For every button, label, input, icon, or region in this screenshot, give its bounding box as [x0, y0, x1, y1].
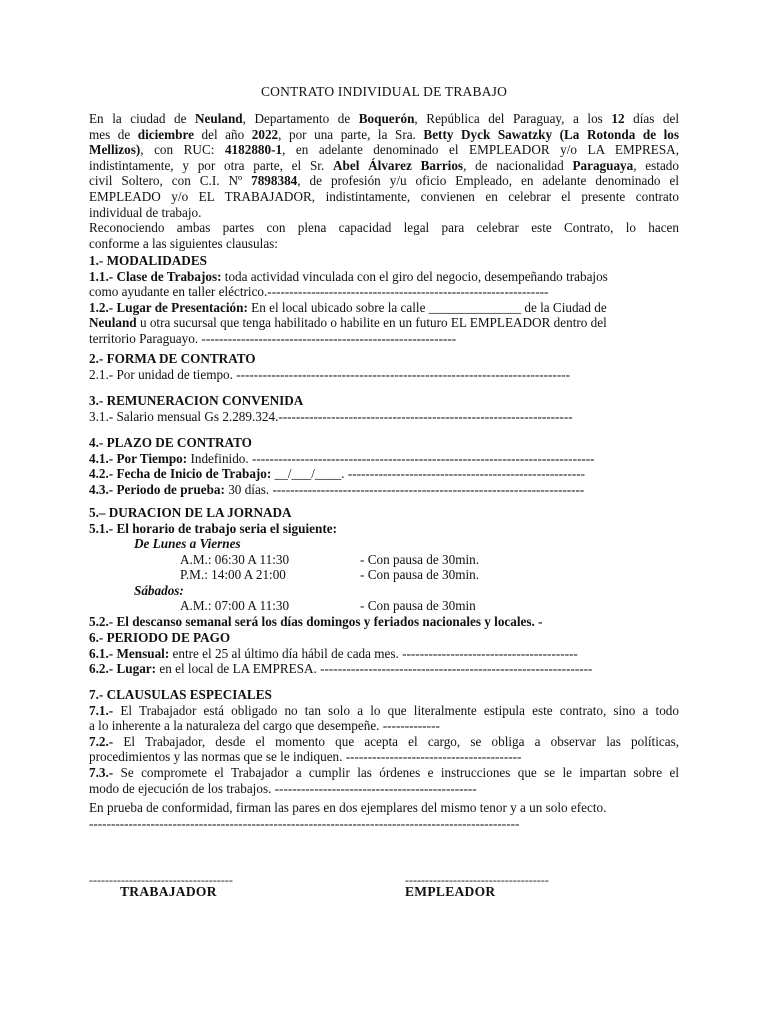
intro-line-8: Reconociendo ambas partes con plena capacidad legal para celebrar este Contrato, lo hacen	[89, 220, 679, 236]
section-heading: 1.- MODALIDADES	[89, 253, 207, 268]
section-heading: 7.- CLAUSULAS ESPECIALES	[89, 687, 272, 702]
closing-line: En prueba de conformidad, firman las pares en dos ejemplares del mismo tenor y a un solo efecto.	[89, 800, 607, 815]
clause-7-1: 7.1.- El Trabajador está obligado no tan solo a lo que literalmente estipula este contrato, sino a todo	[89, 702, 679, 718]
section-clausulas-especiales	[89, 687, 679, 796]
clause-1-2-end: territorio Paraguayo. ----------------------------------------------------------	[89, 330, 457, 346]
clause-3-1: 3.1.- Salario mensual Gs 2.289.324.-------------------------------------------------------------------	[89, 408, 573, 424]
intro-line-1: En la ciudad de Neuland, Departamento de Boquerón, República del Paraguay, a los 12 días del	[89, 111, 680, 126]
section-remuneracion	[89, 393, 679, 424]
section-periodo-pago	[89, 630, 679, 677]
document-title: CONTRATO INDIVIDUAL DE TRABAJO	[260, 84, 508, 99]
section-heading: 4.- PLAZO DE CONTRATO	[89, 435, 252, 450]
intro-paragraph	[89, 111, 679, 251]
intro-line-3: Mellizos), con RUC: 4182880-1, en adelante denominado el EMPLEADOR y/o LA EMPRESA,	[89, 142, 680, 158]
clause-4-2: 4.2.- Fecha de Inicio de Trabajo: __/___/____. ------------------------------------------------------	[89, 466, 586, 482]
clause-6-1: 6.1.- Mensual: entre el 25 al último día hábil de cada mes. ----------------------------------------	[89, 645, 578, 661]
clause-1-2: 1.2.- Lugar de Presentación: En el local ubicado sobre la calle ______________ de la Ciudad de	[89, 299, 607, 315]
weekday-pm-pause: - Con pausa de 30min.	[360, 567, 480, 583]
section-heading: 2.- FORMA DE CONTRATO	[89, 351, 256, 366]
weekdays-label: De Lunes a Viernes	[134, 536, 241, 552]
clause-7-2-cont: procedimientos y las normas que se le indiquen. ----------------------------------------	[89, 749, 522, 765]
clause-7-1-cont: a lo inherente a la naturaleza del cargo que desempeñe. -------------	[89, 718, 440, 734]
section-heading: 3.- REMUNERACION CONVENIDA	[89, 393, 304, 408]
intro-line-6: EMPLEADO y/o EL TRABAJADOR, indistintamente, convienen en celebrar el presente contrato	[89, 188, 679, 204]
clause-4-3: 4.3.- Periodo de prueba: 30 días. -----------------------------------------------------------------------	[89, 481, 585, 497]
intro-line-5: civil Soltero, con C.I. Nº 7898384, de profesión y/u oficio Empleado, en adelante denominado el	[89, 173, 679, 189]
signature-label-worker: TRABAJADOR	[120, 884, 217, 899]
clause-7-3: 7.3.- Se compromete el Trabajador a cumplir las órdenes e instrucciones que se le impartan sobre el	[89, 764, 679, 780]
clause-2-1: 2.1.- Por unidad de tiempo. ----------------------------------------------------------------------------	[89, 366, 570, 382]
saturday-am-pause: - Con pausa de 30min	[360, 598, 476, 614]
section-jornada	[89, 505, 679, 629]
closing-dashes: --------------------------------------------------------------------------------------------------	[89, 815, 520, 831]
saturday-am: A.M.: 07:00 A 11:30	[180, 598, 290, 614]
clause-4-1: 4.1.- Por Tiempo: Indefinido. ------------------------------------------------------------------------------	[89, 450, 595, 466]
clause-5-1: 5.1.- El horario de trabajo seria el siguiente:	[89, 520, 337, 536]
intro-line-7: individual de trabajo.	[89, 204, 202, 220]
clause-1-2-cont: Neuland u otra sucursal que tenga habilitado o habilite en un futuro EL EMPLEADOR dentro del	[89, 315, 607, 331]
closing-paragraph	[89, 800, 679, 831]
saturday-row	[89, 598, 679, 614]
clause-7-2: 7.2.- El Trabajador, desde el momento que acepta el cargo, se obliga a observar las políticas,	[89, 733, 679, 749]
weekday-am: A.M.: 06:30 A 11:30	[180, 551, 290, 567]
clause-1-1: 1.1.- Clase de Trabajos: toda actividad vinculada con el giro del negocio, desempeñando trabajos	[89, 268, 608, 284]
clause-7-3-cont: modo de ejecución de los trabajos. ----------------------------------------------	[89, 780, 477, 796]
signature-line-employer: ------------------------------------	[405, 873, 549, 887]
section-modalidades	[89, 253, 679, 347]
intro-line-9: conforme a las siguientes clausulas:	[89, 235, 278, 251]
clause-6-2: 6.2.- Lugar: en el local de LA EMPRESA. --------------------------------------------------------------	[89, 661, 593, 677]
intro-line-4: indistintamente, y por otra parte, el Sr. Abel Álvarez Barrios, de nacionalidad Paraguaya, estado	[89, 157, 679, 173]
schedule	[89, 536, 679, 598]
weekday-pm: P.M.: 14:00 A 21:00	[180, 567, 286, 583]
intro-line-2: mes de diciembre del año 2022, por una parte, la Sra. Betty Dyck Sawatzky (La Rotonda de los	[89, 126, 679, 142]
clause-5-2: 5.2.- El descanso semanal será los días domingos y feriados nacionales y locales. -	[89, 613, 543, 629]
section-heading: 6.- PERIODO DE PAGO	[89, 630, 231, 645]
section-plazo	[89, 435, 679, 497]
saturday-label: Sábados:	[134, 582, 184, 598]
signature-label-employer: EMPLEADOR	[405, 884, 496, 899]
weekday-am-pause: - Con pausa de 30min.	[360, 551, 480, 567]
clause-1-1-cont: como ayudante en taller eléctrico.----------------------------------------------------------------	[89, 284, 549, 300]
section-forma-contrato	[89, 351, 679, 382]
signature-line-worker: ------------------------------------	[89, 873, 233, 887]
section-heading: 5.– DURACION DE LA JORNADA	[89, 505, 292, 520]
